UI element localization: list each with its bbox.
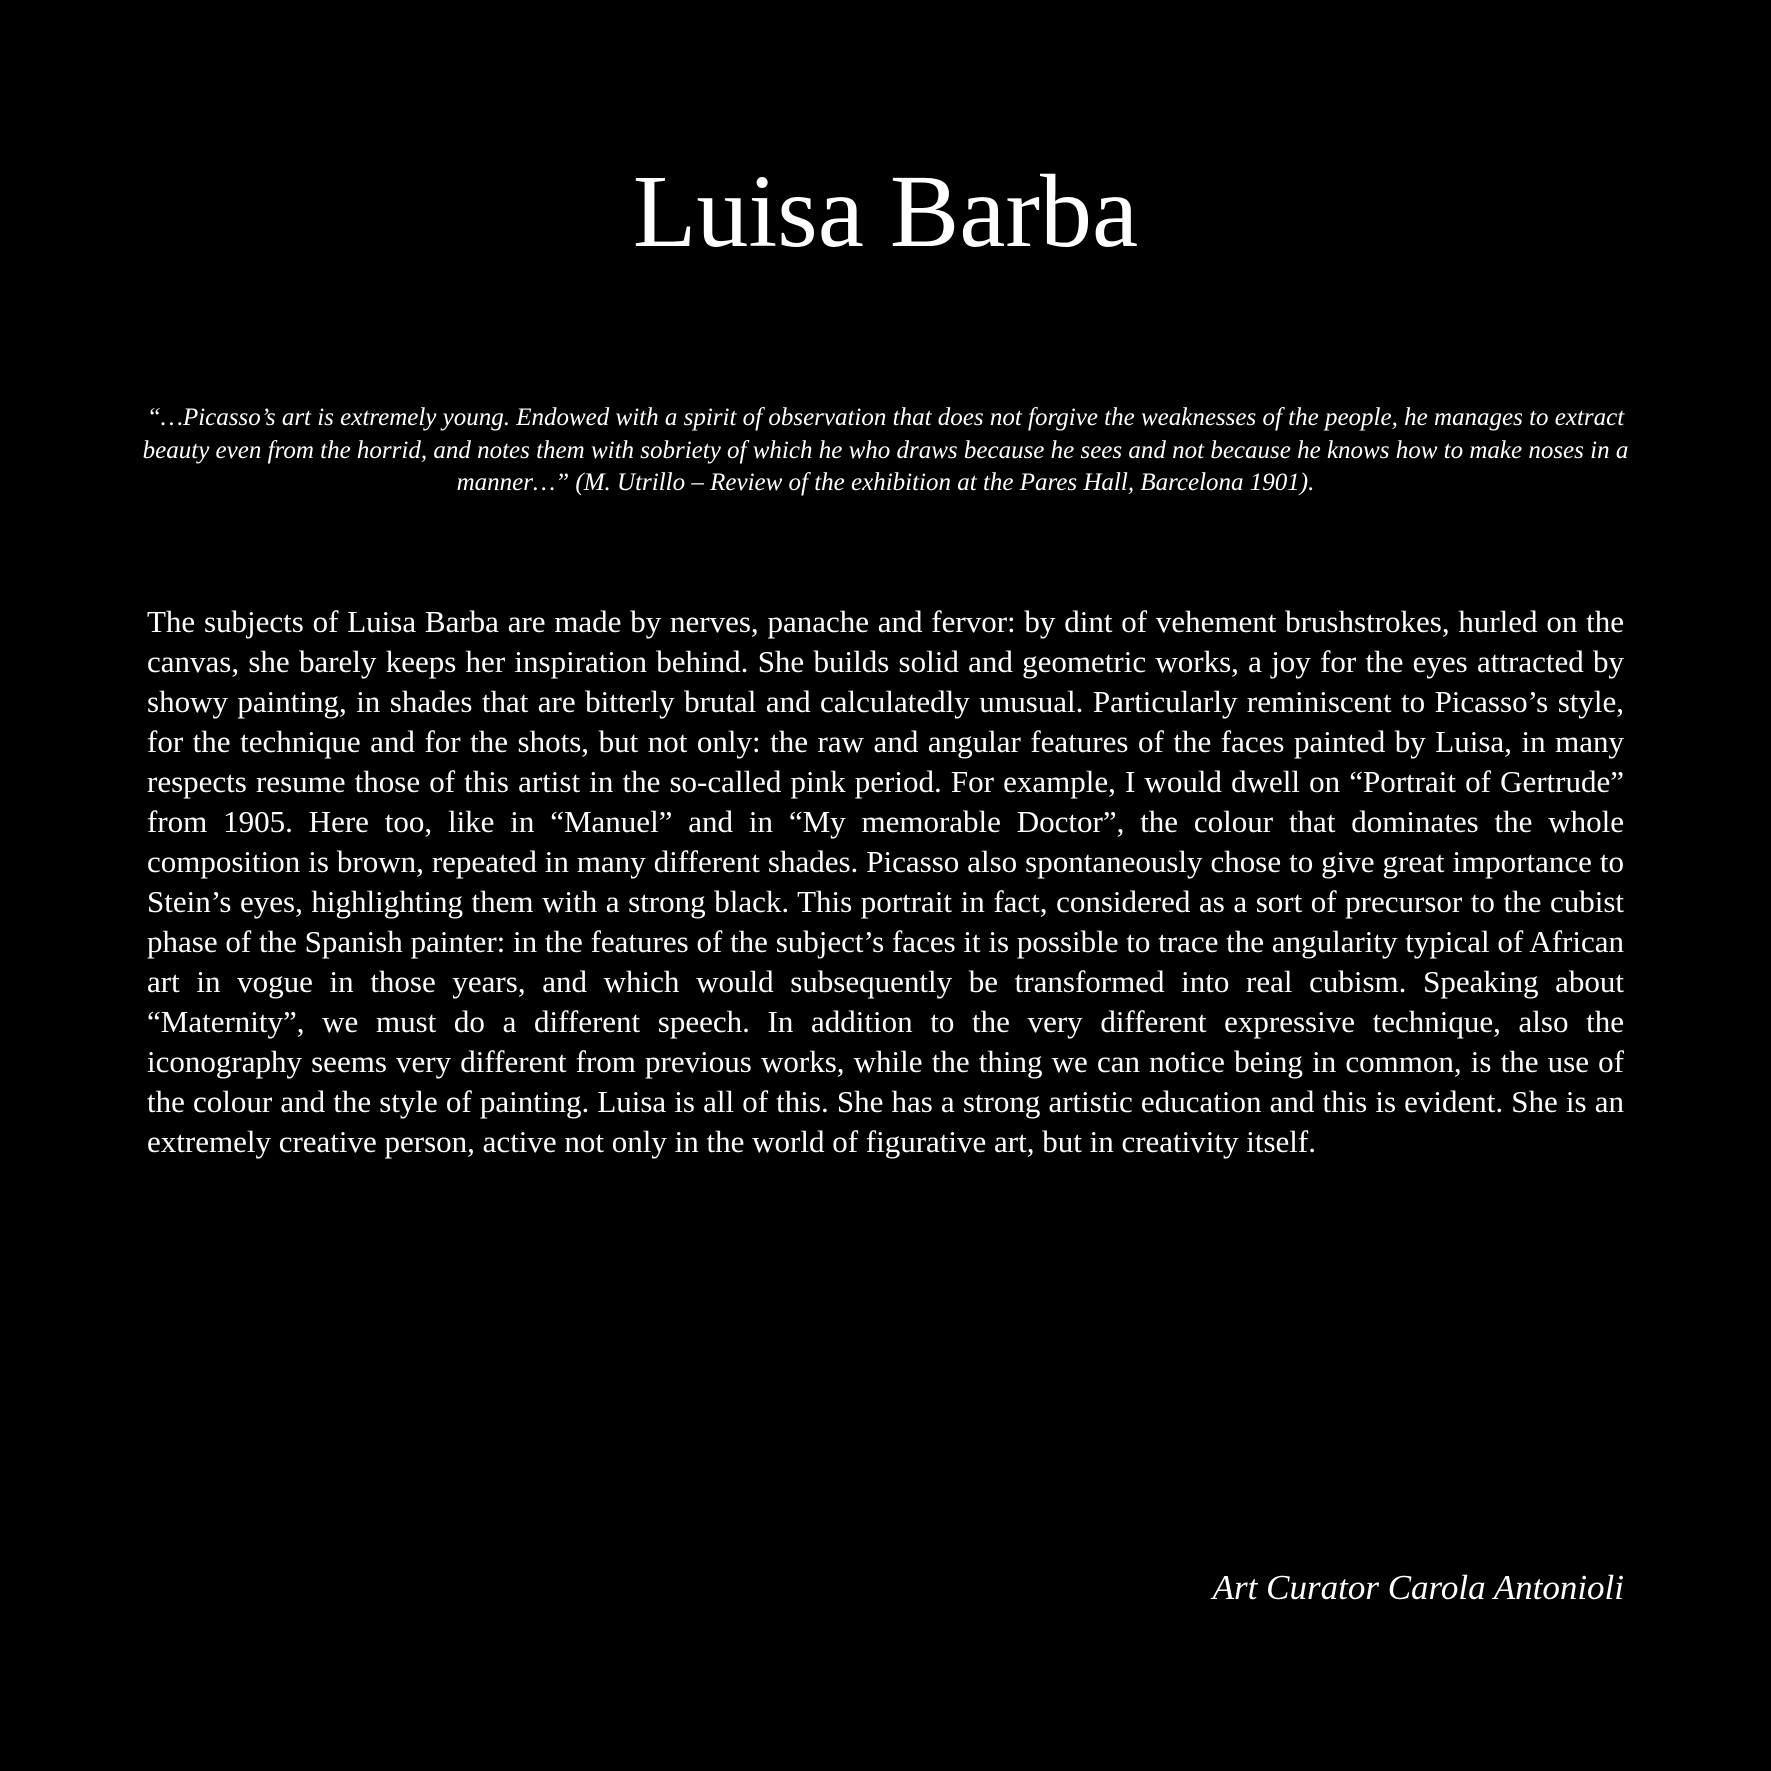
page-title: Luisa Barba <box>632 154 1139 269</box>
body-paragraph: The subjects of Luisa Barba are made by nerves, panache and fervor: by dint of vehement brushstrokes, hurled on the canvas, she barely keeps her inspiration behind. She builds solid and geometric works, a joy for the eyes attracted by showy painting, in shades that are bitterly brutal and calculatedly unusual. Particularly reminiscent to Picasso’s style, for the technique and for the shots, but not only: the raw and angular features of the faces painted by Luisa, in many respects resume those of this artist in the so-called pink period. For example, I would dwell on “Portrait of Gertrude” from 1905. Here too, like in “Manuel” and in “My memorable Doctor”, the colour that dominates the whole composition is brown, repeated in many different shades. Picasso also spontaneously chose to give great importance to Stein’s eyes, highlighting them with a strong black. This portrait in fact, considered as a sort of precursor to the cubist phase of the Spanish painter: in the features of the subject’s faces it is possible to trace the angularity typical of African art in vogue in those years, and which would subsequently be transformed into real cubism. Speaking about “Maternity”, we must do a different speech. In addition to the very different expressive technique, also the iconography seems very different from previous works, while the thing we can notice being in common, is the use of the colour and the style of painting. Luisa is all of this. She has a strong artistic education and this is evident. She is an extremely creative person, active not only in the world of figurative art, but in creativity itself. <box>147 604 1624 1159</box>
author-signature: Art Curator Carola Antonioli <box>1212 1568 1624 1607</box>
epigraph-quote: “…Picasso’s art is extremely young. Endowed with a spirit of observation that does not forgive the weaknesses of the people, he manages to extract beauty even from the horrid, and notes them with sobriety of which he who draws because he sees and not because he knows how to make noses in a manner…” (M. Utrillo – Review of the exhibition at the Pares Hall, Barcelona 1901). <box>142 404 1629 496</box>
